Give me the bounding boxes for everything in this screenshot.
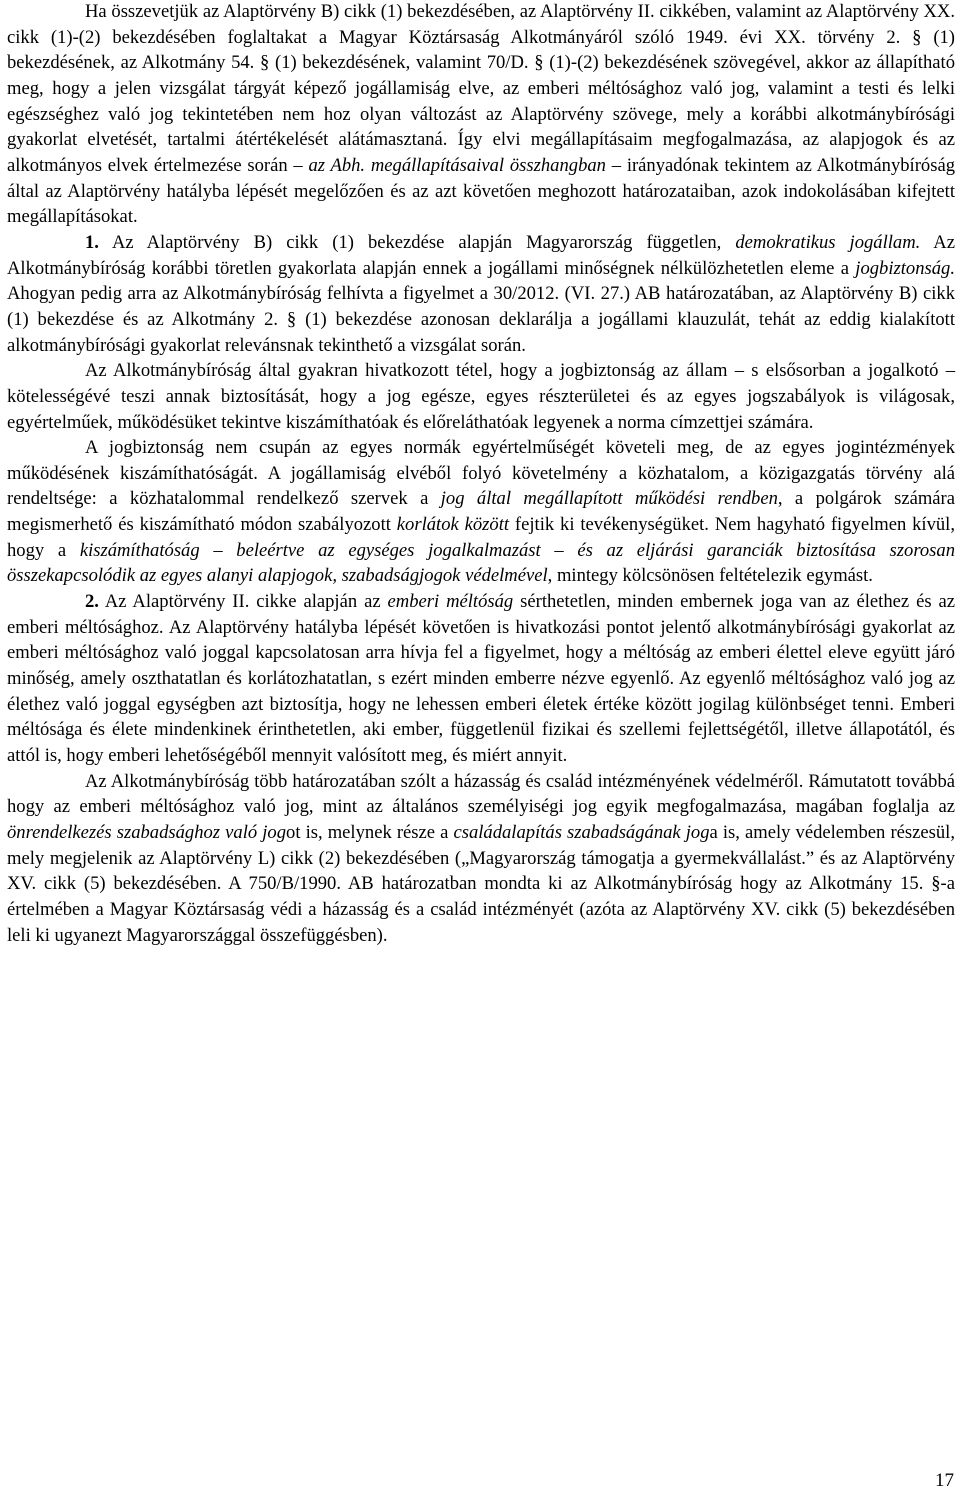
emphasis-text: jog által megállapított működési rendben <box>440 488 778 510</box>
paragraph-text: Az Alkotmánybíróság által gyakran hivatkozott tétel, hogy a jogbiztonság az állam – s elsősorban a jogalkotó – kötelességévé teszi annak biztosítását, hogy a jog egésze, egyes részterületei és az egyes jogszabályok is világosak, egyértelműek, működésüket tekintve kiszámíthatóak és előreláthatóak legyenek a norma címzettjei számára. <box>7 360 955 433</box>
paragraph-text: fejtik ki tevékenységüket. Nem hagyható figyelmen kívül, hogy a <box>7 514 955 561</box>
section-number: 1. <box>85 231 99 253</box>
paragraph-text: Ha összevetjük az Alaptörvény B) cikk (1) bekezdésében, az Alaptörvény II. cikkében, valamint az Alaptörvény XX. cikk (1)-(2) bekezdésében foglaltakat a Magyar Köztársaság Alkotmányáról szóló 1949. évi XX. törvény 2. § (1) bekezdésének, az Alkotmány 54. § (1) bekezdésének, valamint 70/D. § (1)-(2) bekezdésének szövegével, akkor az állapítható meg, hogy a jelen vizsgálat tárgyát képező jogállamiság elve, az emberi méltósághoz való jog, valamint a testi és lelki egészséghez való jog tekintetében nem hoz olyan változást az Alaptörvény szövege, mely a korábbi alkotmánybírósági gyakorlat elvetését, tartalmi átértékelését alátámasztaná. Így elvi megállapításaim megfogalmazása, az alapjogok és az alkotmányos elvek értelmezése során – <box>7 1 955 176</box>
paragraph-text: Az Alaptörvény II. cikke alapján az <box>98 591 388 613</box>
page-number: 17 <box>935 1470 954 1491</box>
paragraph-p4 <box>7 435 955 589</box>
emphasis-text: önrendelkezés szabadsághoz való jog <box>7 822 287 843</box>
paragraph-text: A jogbiztonság nem csupán az egyes normák egyértelműségét követeli meg, de az egyes jogintézmények működésének kiszámíthatóságát. A jogállamiság elvéből folyó követelmény a közhatalom, a közigazgatás törvény alá rendeltsége: a közhatalommal rendelkező szervek a <box>7 437 955 510</box>
paragraph-p3 <box>7 358 955 435</box>
emphasis-text: családalapítás szabadságának jog <box>453 822 710 843</box>
section-number: 2. <box>85 591 99 613</box>
emphasis-text: emberi méltóság <box>387 591 514 613</box>
document-body <box>7 0 955 948</box>
paragraph-p2 <box>7 230 955 358</box>
paragraph-text: , a polgárok számára megismerhető és kiszámítható módon szabályozott <box>7 488 956 536</box>
paragraph-text: a is, amely védelemben részesül, mely megjelenik az Alaptörvény L) cikk (2) bekezdésében („Magyarország támogatja a gyermekvállalást.” és az Alaptörvény XV. cikk (5) bekezdésében. A 750/B/1990. AB határozatban mondta ki az Alkotmánybíróság hogy az Alkotmány 15. §-a értelmében a Magyar Köztársaság védi a házasság és a család intézményét (azóta az Alaptörvény XV. cikk (5) bekezdésében leli ki ugyanezt Magyarországgal összefüggésben). <box>7 822 955 946</box>
emphasis-text: kiszámíthatóság – beleértve az egységes jogalkalmazást – és az eljárási garanciák biztosítása szorosan összekapcsolódik az egyes alanyi alapjogok, szabadságjogok védelmével <box>7 539 955 587</box>
emphasis-text: jogbiztonság. <box>855 257 955 279</box>
emphasis-text: demokratikus jogállam. <box>735 231 921 253</box>
paragraph-p6 <box>7 769 955 949</box>
paragraph-text: Ahogyan pedig arra az Alkotmánybíróság felhívta a figyelmet a 30/2012. (VI. 27.) AB határozatában, az Alaptörvény B) cikk (1) bekezdése és az Alkotmány 2. § (1) bekezdése azonosan deklarálja a jogállami klauzulát, tehát az eddig kialakított alkotmánybírósági gyakorlat relevánsnak tekinthető a vizsgálat során. <box>7 283 955 356</box>
emphasis-text: korlátok között <box>396 514 510 536</box>
emphasis-text: az Abh. megállapításaival összhangban <box>308 154 606 176</box>
paragraph-text: Az Alkotmánybíróság korábbi töretlen gyakorlata alapján ennek a jogállami minőségnek nélkülözhetetlen eleme a <box>7 231 955 279</box>
paragraph-text: , mintegy kölcsönösen feltételezik egymást. <box>547 565 873 587</box>
paragraph-text: Az Alkotmánybíróság több határozatában szólt a házasság és család intézményének védelméről. Rámutatott továbbá hogy az emberi méltósághoz való jog, mint az általános személyiségi jog egyik megfogalmazása, magában foglalja az <box>7 770 955 818</box>
paragraph-text: sérthetetlen, minden embernek joga van az élethez és az emberi méltósághoz. Az Alaptörvény hatályba lépését követően is hivatkozási pontot jelentő alkotmánybírósági gyakorlat az emberi méltósághoz való joggal kapcsolatosan arra hívja fel a figyelmet, hogy a méltóság az emberi élettel eleve együtt járó minőség, amely oszthatatlan és korlátozhatatlan, s ezért minden emberre nézve egyenlő. Az egyenlő méltósághoz való jog az élethez való joggal egységben azt biztosítja, hogy ne lehessen emberi életek értéke között jogilag különbséget tenni. Emberi méltósága és élete mindenkinek érinthetetlen, aki ember, függetlenül fizikai és szellemi fejlettségétől, illetve állapotától, és attól is, hogy emberi lehetőségéből mennyit valósított meg, és miért annyit. <box>7 591 955 767</box>
paragraph-text: ot is, melynek része a <box>286 822 454 843</box>
paragraph-p5 <box>7 589 955 769</box>
paragraph-p1 <box>7 0 955 230</box>
paragraph-text: Az Alaptörvény B) cikk (1) bekezdése alapján Magyarország független, <box>98 231 736 253</box>
paragraph-text: – irányadónak tekintem az Alkotmánybíróság által az Alaptörvény hatályba lépését megelőzően és az azt követően meghozott határozataiban, azok indokolásában kifejtett megállapításokat. <box>7 154 955 228</box>
